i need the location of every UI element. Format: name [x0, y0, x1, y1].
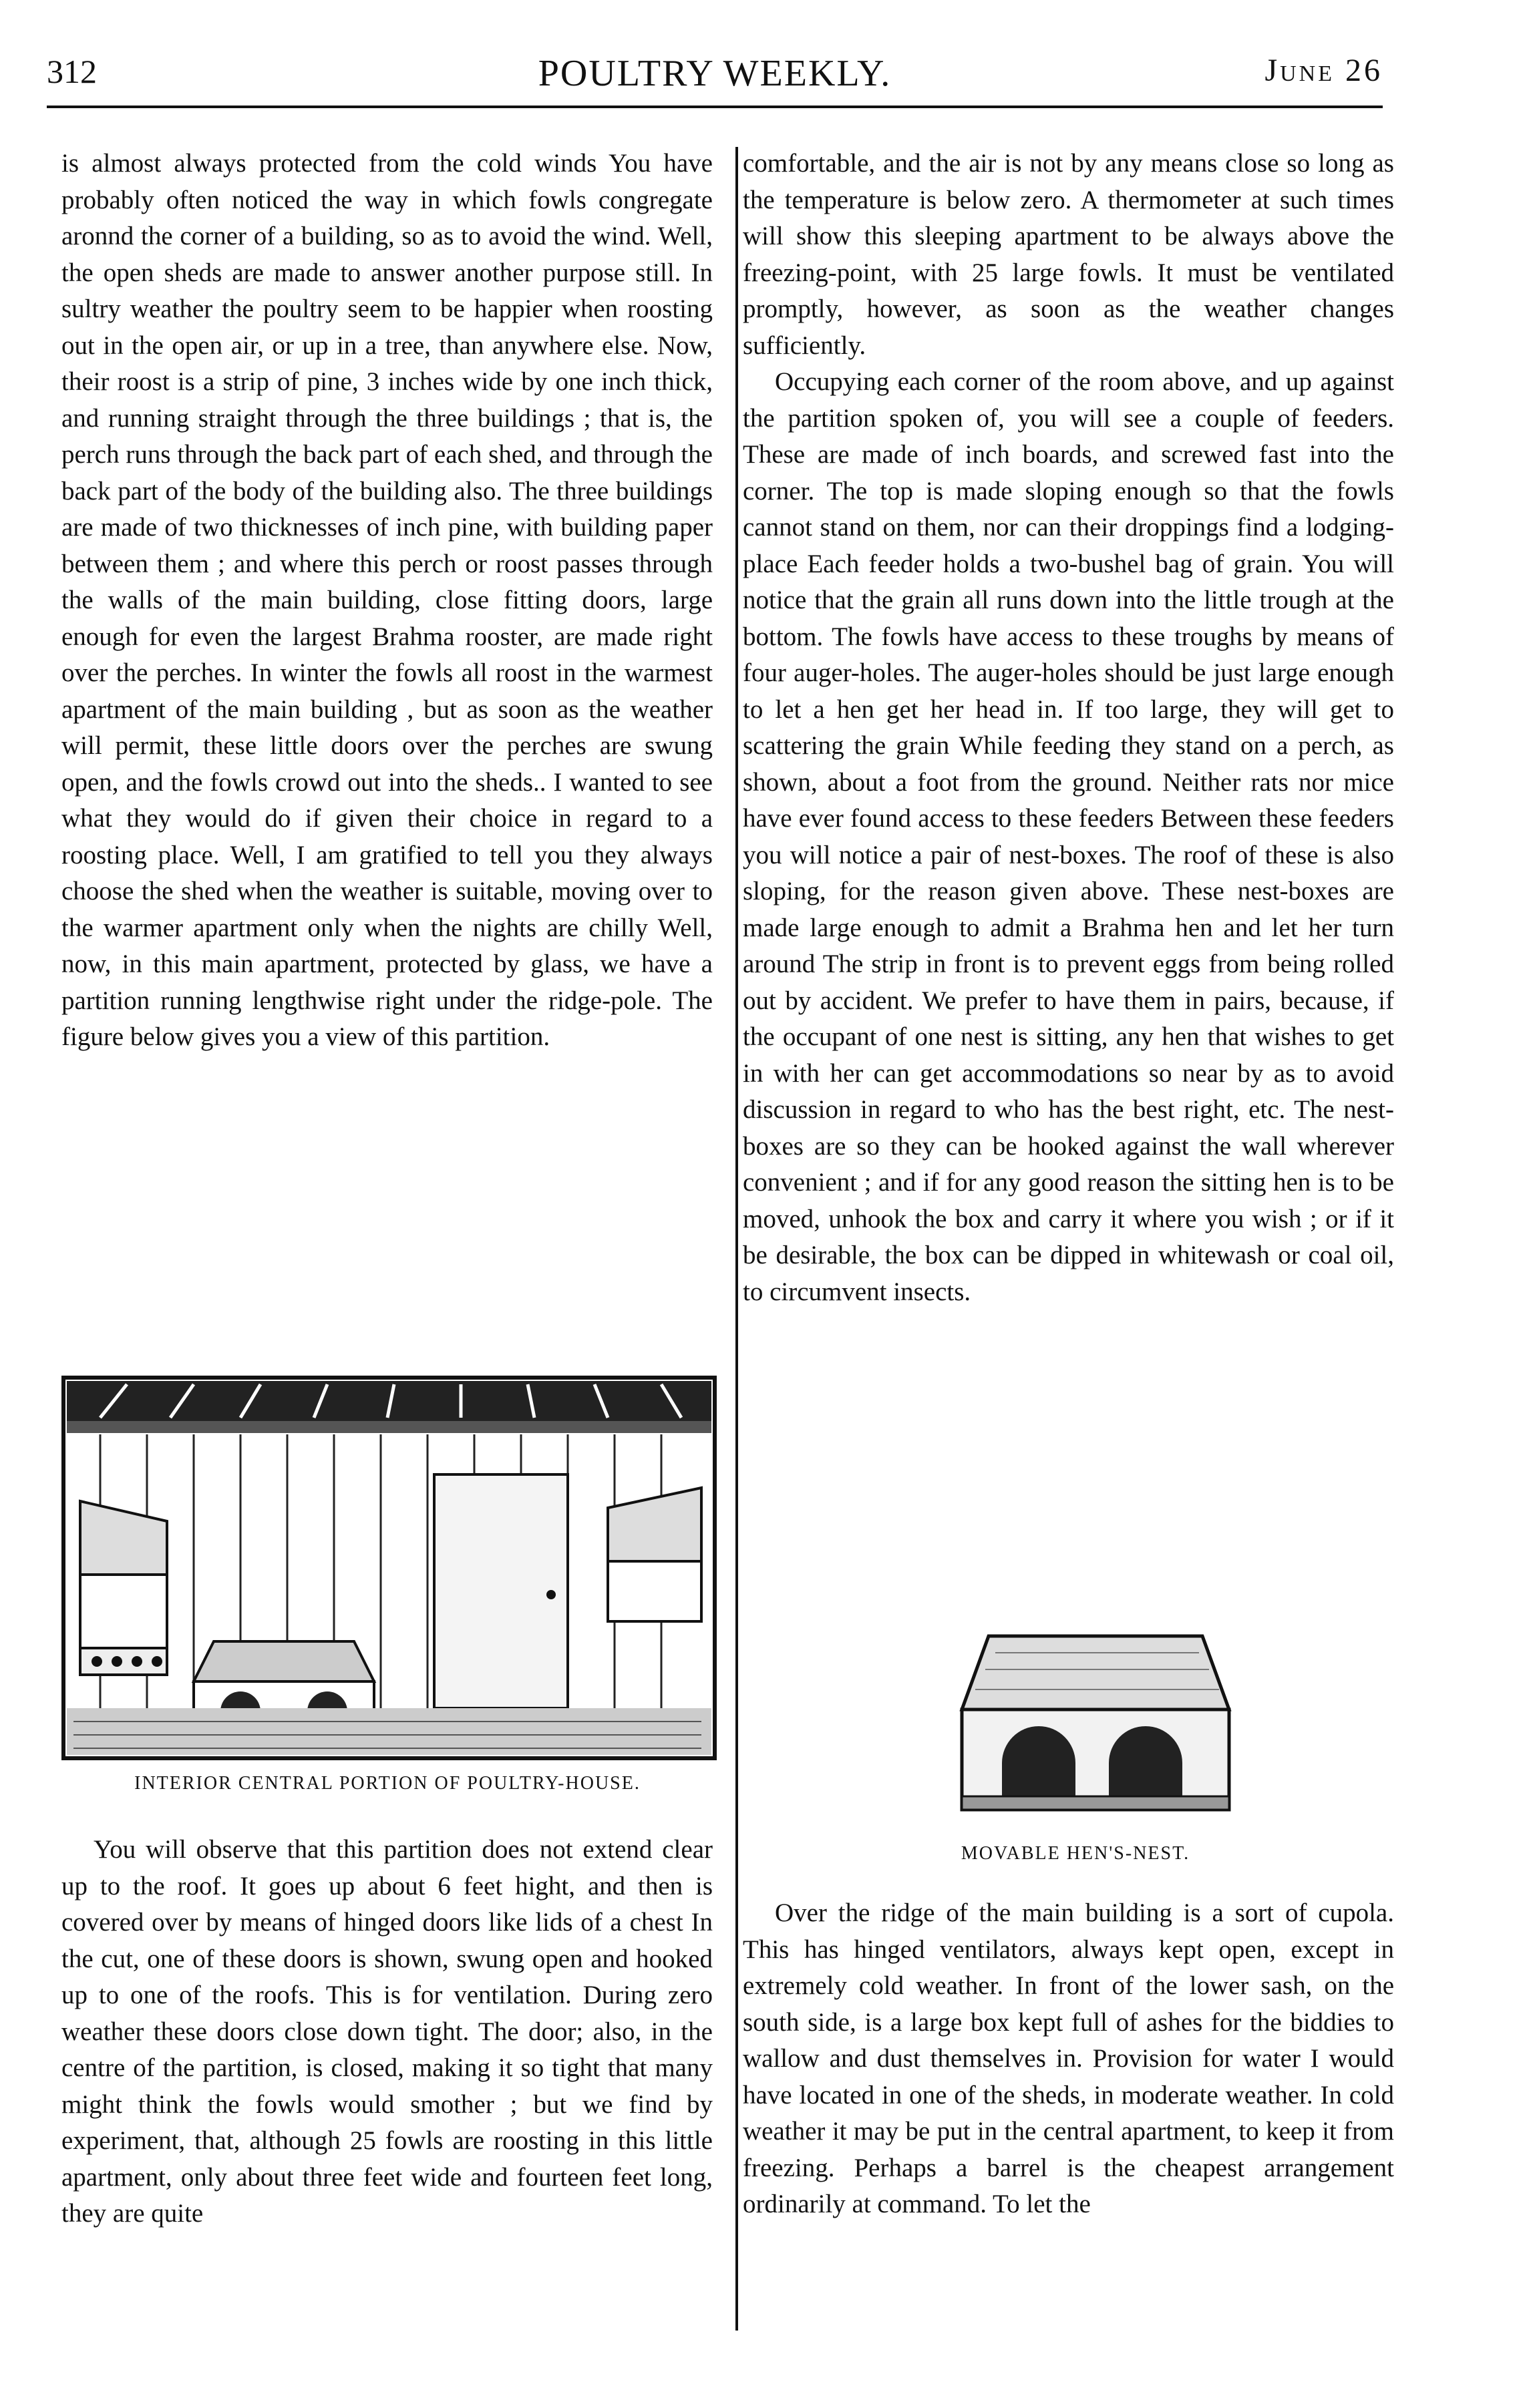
- right-column-top: [743, 146, 1394, 1310]
- page-header: [47, 52, 1383, 106]
- issue-date: June 26: [1264, 53, 1383, 88]
- column-divider: [735, 147, 738, 2331]
- header-rule: [47, 106, 1383, 108]
- movable-hens-nest-illustration: [935, 1623, 1236, 1823]
- paragraph: Occupying each corner of the room above, and up against the partition spoken of, you will see a couple of feeders. These are made of inch boards, and screwed fast into the corner. The top is made sloping enough so that the fowls cannot stand on them, nor can their droppings find a lodging-place Each feeder holds a two-bushel bag of grain. You will notice that the grain all runs down into the little trough at the bottom. The fowls have access to these troughs by means of four auger-holes. The auger-holes should be just large enough to let a hen get her head in. If too large, they will get to scattering the grain While feeding they stand on a perch, as shown, about a foot from the ground. Neither rats nor mice have ever found access to these feeders Between these feeders you will notice a pair of nest-boxes. The roof of these is also sloping, for the reason given above. These nest-boxes are made large enough to admit a Brahma hen and let her turn around The strip in front is to prevent eggs from being rolled out by accident. We prefer to have them in pairs, because, if the occupant of one nest is sitting, any hen that wishes to get in with her can get accommodations so near by as to avoid discussion in regard to who has the best right, etc. The nest-boxes are so they can be hooked against the wall wherever convenient ; and if for any good reason the sitting hen is to be moved, unhook the box and carry it where you wish ; or if it be desirable, the box can be dipped in whitewash or coal oil, to circumvent insects.: [743, 367, 1394, 1306]
- left-column-top: [61, 146, 713, 1056]
- figure1-caption: INTERIOR CENTRAL PORTION OF POULTRY-HOUSE.: [134, 1773, 641, 1794]
- figure2-caption: MOVABLE HEN'S-NEST.: [961, 1843, 1190, 1864]
- paragraph: Over the ridge of the main building is a sort of cupola. This has hinged ventilators, always kept open, except in extremely cold weather. In front of the lower sash, on the south side, is a large box kept full of ashes for the biddies to wallow and dust themselves in. Provision for water I would have located in one of the sheds, in moderate weather. In cold weather it may be put in the central apartment, to keep it from freezing. Perhaps a barrel is the cheapest arrangement ordinarily at command. To let the: [743, 1898, 1394, 2218]
- right-column-bottom: [743, 1895, 1394, 2223]
- paragraph: You will observe that this partition does not extend clear up to the roof. It goes up about 6 feet hight, and then is covered over by means of hinged doors like lids of a chest In the cut, one of these doors is shown, swung open and hooked up to one of the roofs. This is for ventilation. During zero weather these doors close down tight. The door; also, in the centre of the partition, is closed, making it so tight that many might think the fowls would smother ; but we find by experiment, that, although 25 fowls are roosting in this little apartment, only about three feet wide and fourteen feet long, they are quite: [61, 1835, 713, 2228]
- left-column-bottom: [61, 1832, 713, 2232]
- paragraph: comfortable, and the air is not by any means close so long as the temperature is below zero. A thermometer at such times will show this sleeping apartment to be always above the freezing-point, with 25 large fowls. It must be ventilated promptly, however, as soon as the weather changes sufficiently.: [743, 149, 1394, 360]
- publication-title: POULTRY WEEKLY.: [538, 53, 892, 94]
- paragraph: is almost always protected from the cold winds You have probably often noticed the way in which fowls congregate aronnd the corner of a building, so as to avoid the wind. Well, the open sheds are made to answer another purpose still. In sultry weather the poultry seem to be happier when roosting out in the open air, or up in a tree, than anywhere else. Now, their roost is a strip of pine, 3 inches wide by one inch thick, and running straight through the three buildings ; that is, the perch runs through the back part of each shed, and through the back part of the body of the building also. The three buildings are made of two thicknesses of inch pine, with building paper between them ; and where this perch or roost passes through the walls of the main building, close fitting doors, large enough for even the largest Brahma rooster, are made right over the perches. In winter the fowls all roost in the warmest apartment of the main building , but as soon as the weather will permit, these little doors over the perches are swung open, and the fowls crowd out into the sheds.. I wanted to see what they would do if given their choice in regard to a roosting place. Well, I am gratified to tell you they always choose the shed when the weather is suitable, moving over to the warmer apartment only when the nights are chilly Well, now, in this main apartment, protected by glass, we have a partition running lengthwise right under the ridge-pole. The figure below gives you a view of this partition.: [61, 149, 713, 1051]
- poultry-house-interior-illustration: [60, 1374, 718, 1762]
- page-number: 312: [47, 53, 97, 90]
